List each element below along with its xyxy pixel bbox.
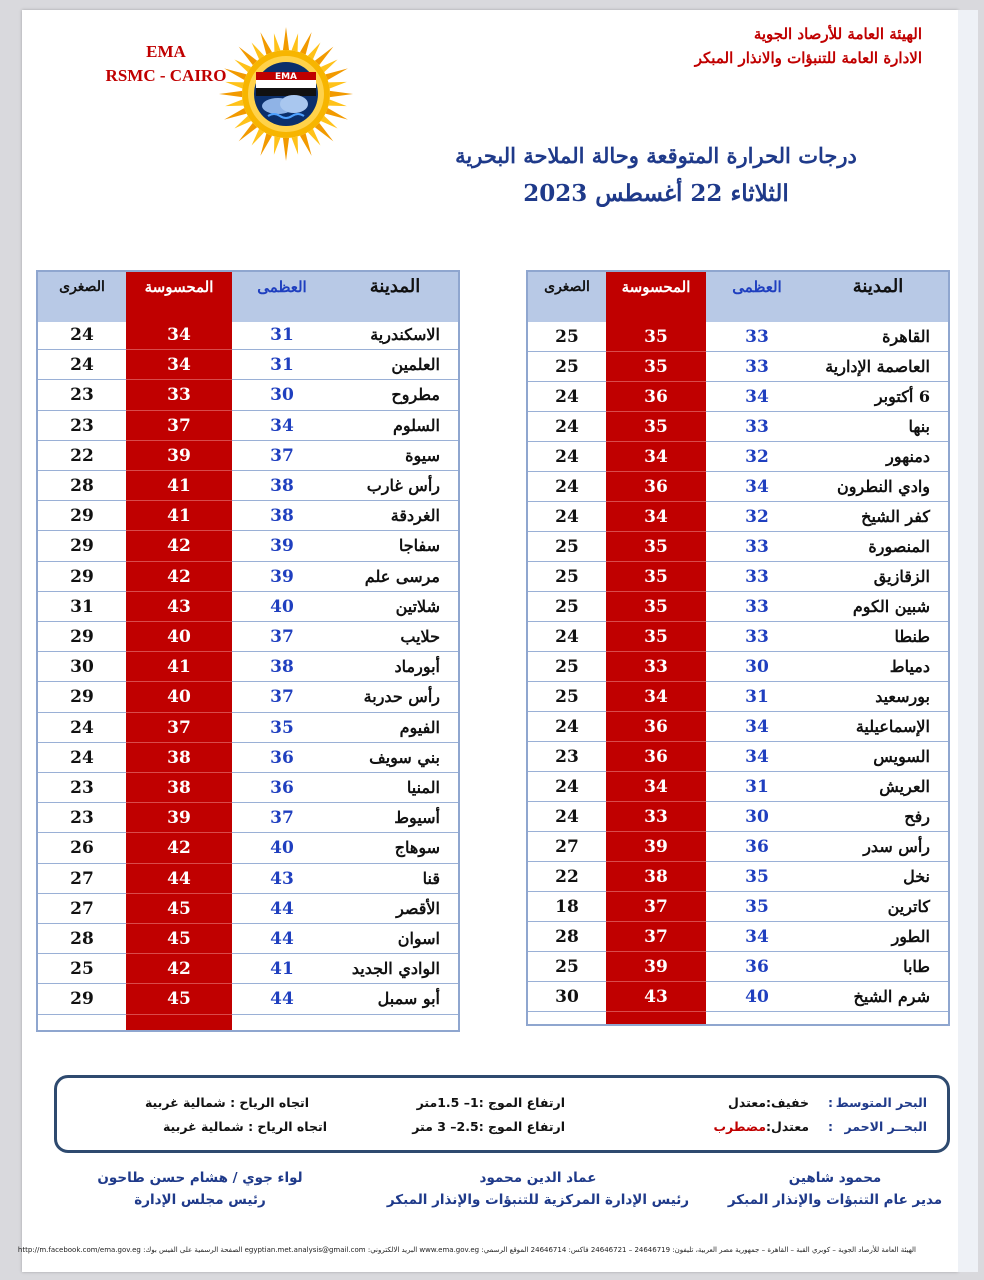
min-temp: 23 (38, 773, 126, 803)
city-name: السويس (808, 742, 948, 772)
city-name: الاسكندرية (332, 320, 458, 350)
max-temp: 32 (706, 502, 808, 532)
min-temp: 24 (38, 350, 126, 380)
city-name: الفيوم (332, 713, 458, 743)
red-sea-label: البحــر الاحمر (844, 1119, 927, 1134)
min-temp: 25 (528, 562, 606, 592)
feels-temp: 35 (606, 622, 706, 652)
right-temperature-table (526, 270, 950, 1026)
city-name: سيوة (332, 441, 458, 471)
header-feels: المحسوسة (144, 278, 214, 296)
side-strip (958, 10, 978, 1272)
max-temp: 43 (232, 864, 332, 894)
feels-temp: 38 (126, 743, 232, 773)
min-temp: 25 (528, 952, 606, 982)
min-temp: 25 (38, 954, 126, 984)
feels-temp: 39 (126, 441, 232, 471)
med-sea-state: خفيف:معتدل (728, 1095, 809, 1110)
feels-temp: 42 (126, 531, 232, 561)
max-temp: 34 (706, 712, 808, 742)
logo-text: EMA (274, 72, 298, 82)
max-temp: 33 (706, 592, 808, 622)
min-temp: 29 (38, 622, 126, 652)
signature-1 (720, 1167, 950, 1211)
signature-1-name: محمود شاهين (788, 1170, 882, 1186)
red-sea-wave: ارتفاع الموج :2.5– 3 متر (412, 1119, 565, 1134)
max-temp: 30 (232, 380, 332, 410)
min-temp: 29 (38, 531, 126, 561)
min-temp: 31 (38, 592, 126, 622)
feels-temp: 34 (606, 502, 706, 532)
max-temp: 34 (232, 411, 332, 441)
min-temp: 25 (528, 532, 606, 562)
min-temp: 25 (528, 682, 606, 712)
min-temp: 25 (528, 592, 606, 622)
feels-temp: 41 (126, 652, 232, 682)
city-name: العريش (808, 772, 948, 802)
city-name: الطور (808, 922, 948, 952)
header-max: العظمى (732, 278, 782, 296)
feels-temp: 43 (606, 982, 706, 1012)
org-line2: الادارة العامة للتنبؤات والانذار المبكر (694, 49, 922, 67)
min-temp: 25 (528, 652, 606, 682)
max-temp: 35 (706, 862, 808, 892)
header-city: المدينة (852, 276, 904, 297)
feels-temp: 40 (126, 622, 232, 652)
feels-temp: 38 (606, 862, 706, 892)
feels-temp: 33 (606, 802, 706, 832)
ema-logo-icon (218, 26, 354, 162)
city-name: حلايب (332, 622, 458, 652)
max-temp: 31 (706, 682, 808, 712)
city-name: الأقصر (332, 894, 458, 924)
signature-2 (368, 1167, 708, 1211)
min-temp: 22 (528, 862, 606, 892)
city-name: الغردقة (332, 501, 458, 531)
max-temp: 44 (232, 984, 332, 1014)
feels-temp: 33 (606, 652, 706, 682)
feels-temp: 37 (126, 411, 232, 441)
org-line1: الهيئة العامة للأرصاد الجوية (753, 25, 922, 43)
red-sea-sep: : (828, 1119, 833, 1134)
feels-temp: 36 (606, 472, 706, 502)
min-temp: 28 (528, 922, 606, 952)
min-temp: 24 (528, 502, 606, 532)
signature-2-role: رئيس الإدارة المركزية للتنبؤات والإنذار المبكر (386, 1192, 690, 1208)
city-name: طنطا (808, 622, 948, 652)
city-name: رأس غارب (332, 471, 458, 501)
med-sea-wave: ارتفاع الموج :1– 1.5متر (416, 1095, 565, 1110)
feels-temp: 35 (606, 322, 706, 352)
city-name: سفاجا (332, 531, 458, 561)
city-name: وادي النطرون (808, 472, 948, 502)
title-date: الثلاثاء 22 أغسطس 2023 (523, 180, 789, 207)
feels-temp: 35 (606, 562, 706, 592)
feels-temp: 45 (126, 894, 232, 924)
med-sea-wind: اتجاه الرياح : شمالية غربية (144, 1095, 309, 1110)
max-temp: 35 (706, 892, 808, 922)
min-temp: 24 (38, 743, 126, 773)
feels-temp: 40 (126, 682, 232, 712)
min-temp: 23 (38, 803, 126, 833)
city-name: شلاتين (332, 592, 458, 622)
min-temp: 29 (38, 984, 126, 1014)
city-name: المنيا (332, 773, 458, 803)
rsmc-label: RSMC - CAIRO (105, 66, 227, 85)
signature-3 (90, 1167, 310, 1211)
feels-temp: 39 (126, 803, 232, 833)
min-temp: 24 (528, 622, 606, 652)
min-temp: 29 (38, 682, 126, 712)
max-temp: 40 (232, 592, 332, 622)
max-temp: 37 (232, 682, 332, 712)
header-min: الصغرى (544, 279, 590, 295)
city-name: شبين الكوم (808, 592, 948, 622)
max-temp: 33 (706, 352, 808, 382)
min-temp: 25 (528, 322, 606, 352)
feels-temp: 35 (606, 592, 706, 622)
organization-heading (492, 22, 922, 70)
feels-temp: 41 (126, 501, 232, 531)
max-temp: 31 (232, 320, 332, 350)
bulletin-title (400, 138, 912, 214)
feels-temp: 38 (126, 773, 232, 803)
feels-temp: 42 (126, 954, 232, 984)
min-temp: 24 (528, 442, 606, 472)
feels-temp: 41 (126, 471, 232, 501)
max-temp: 40 (706, 982, 808, 1012)
min-temp: 24 (528, 802, 606, 832)
header-max: العظمى (257, 278, 307, 296)
max-temp: 38 (232, 501, 332, 531)
min-temp: 24 (38, 713, 126, 743)
feels-temp: 39 (606, 952, 706, 982)
city-name: الزقازيق (808, 562, 948, 592)
city-name: شرم الشيخ (808, 982, 948, 1012)
feels-temp: 36 (606, 742, 706, 772)
min-temp: 28 (38, 924, 126, 954)
feels-temp: 39 (606, 832, 706, 862)
feels-temp: 43 (126, 592, 232, 622)
min-temp: 30 (38, 652, 126, 682)
max-temp: 33 (706, 322, 808, 352)
min-temp: 24 (528, 712, 606, 742)
city-name: كاترين (808, 892, 948, 922)
ema-label: EMA (146, 42, 186, 61)
min-temp: 24 (528, 412, 606, 442)
feels-temp: 44 (126, 864, 232, 894)
header-min: الصغرى (59, 279, 105, 295)
max-temp: 39 (232, 562, 332, 592)
city-name: أبورماد (332, 652, 458, 682)
max-temp: 37 (232, 803, 332, 833)
max-temp: 41 (232, 954, 332, 984)
max-temp: 38 (232, 652, 332, 682)
min-temp: 22 (38, 441, 126, 471)
left-temperature-table (36, 270, 460, 1032)
min-temp: 24 (528, 382, 606, 412)
min-temp: 29 (38, 501, 126, 531)
min-temp: 27 (38, 894, 126, 924)
city-name: مرسى علم (332, 562, 458, 592)
city-name: نخل (808, 862, 948, 892)
max-temp: 44 (232, 894, 332, 924)
max-temp: 32 (706, 442, 808, 472)
min-temp: 30 (528, 982, 606, 1012)
max-temp: 30 (706, 802, 808, 832)
max-temp: 34 (706, 742, 808, 772)
max-temp: 33 (706, 622, 808, 652)
city-name: رأس حدربة (332, 682, 458, 712)
max-temp: 40 (232, 833, 332, 863)
min-temp: 25 (528, 352, 606, 382)
min-temp: 23 (38, 380, 126, 410)
feels-temp: 34 (606, 682, 706, 712)
feels-temp: 45 (126, 984, 232, 1014)
city-name: دمنهور (808, 442, 948, 472)
city-name: أبو سمبل (332, 984, 458, 1014)
feels-temp: 35 (606, 352, 706, 382)
city-name: أسيوط (332, 803, 458, 833)
feels-temp: 34 (606, 772, 706, 802)
max-temp: 34 (706, 382, 808, 412)
feels-temp: 37 (126, 713, 232, 743)
max-temp: 34 (706, 922, 808, 952)
max-temp: 30 (706, 652, 808, 682)
city-name: دمياط (808, 652, 948, 682)
red-sea-state-a: معتدل: (766, 1119, 809, 1134)
med-sea-sep: : (828, 1095, 833, 1110)
city-name: العلمين (332, 350, 458, 380)
feels-temp: 36 (606, 712, 706, 742)
max-temp: 36 (706, 952, 808, 982)
feels-temp: 33 (126, 380, 232, 410)
feels-temp: 36 (606, 382, 706, 412)
city-name: بنها (808, 412, 948, 442)
signature-2-name: عماد الدين محمود (479, 1170, 597, 1186)
max-temp: 31 (232, 350, 332, 380)
city-name: قنا (332, 864, 458, 894)
max-temp: 33 (706, 532, 808, 562)
min-temp: 23 (528, 742, 606, 772)
signature-1-role: مدير عام التنبؤات والإنذار المبكر (727, 1192, 943, 1208)
city-name: العاصمة الإدارية (808, 352, 948, 382)
header-city: المدينة (369, 276, 421, 297)
max-temp: 31 (706, 772, 808, 802)
city-name: الوادي الجديد (332, 954, 458, 984)
min-temp: 28 (38, 471, 126, 501)
city-name: المنصورة (808, 532, 948, 562)
max-temp: 37 (232, 622, 332, 652)
city-name: رفح (808, 802, 948, 832)
feels-temp: 45 (126, 924, 232, 954)
feels-temp: 37 (606, 922, 706, 952)
max-temp: 34 (706, 472, 808, 502)
feels-temp: 34 (606, 442, 706, 472)
feels-temp: 42 (126, 833, 232, 863)
max-temp: 35 (232, 713, 332, 743)
max-temp: 33 (706, 562, 808, 592)
max-temp: 36 (706, 832, 808, 862)
max-temp: 36 (232, 773, 332, 803)
footer-contact: الهيئة العامة للأرصاد الجوية – كوبري القبة – القاهرة – جمهورية مصر العربية، تليفون: 24646719 – 24646721 فاكس: 24646714 الموقع الرسمي: www.ema.gov.eg البريد الالكتروني: egyptian.met.analysis@gmail.com الصفحة الرسمية على الفيس بوك: http://m.facebook.com/ema.gov.eg (17, 1246, 916, 1254)
max-temp: 37 (232, 441, 332, 471)
city-name: طابا (808, 952, 948, 982)
med-sea-label: البحر المتوسط (835, 1095, 927, 1110)
min-temp: 23 (38, 411, 126, 441)
title-line1: درجات الحرارة المتوقعة وحالة الملاحة البحرية (455, 143, 857, 168)
feels-temp: 42 (126, 562, 232, 592)
red-sea-state (713, 1116, 809, 1138)
min-temp: 24 (38, 320, 126, 350)
feels-temp: 35 (606, 412, 706, 442)
min-temp: 24 (528, 472, 606, 502)
max-temp: 38 (232, 471, 332, 501)
feels-temp: 37 (606, 892, 706, 922)
city-name: رأس سدر (808, 832, 948, 862)
city-name: بني سويف (332, 743, 458, 773)
city-name: بورسعيد (808, 682, 948, 712)
red-sea-state-b: مضطرب (713, 1119, 767, 1134)
city-name: السلوم (332, 411, 458, 441)
city-name: سوهاج (332, 833, 458, 863)
min-temp: 27 (528, 832, 606, 862)
min-temp: 27 (38, 864, 126, 894)
signature-3-name: لواء جوي / هشام حسن طاحون (97, 1170, 303, 1186)
min-temp: 24 (528, 772, 606, 802)
city-name: الإسماعيلية (808, 712, 948, 742)
min-temp: 26 (38, 833, 126, 863)
max-temp: 36 (232, 743, 332, 773)
city-name: مطروح (332, 380, 458, 410)
red-sea-wind: اتجاه الرياح : شمالية غربية (162, 1119, 327, 1134)
feels-temp: 34 (126, 320, 232, 350)
feels-temp: 34 (126, 350, 232, 380)
city-name: كفر الشيخ (808, 502, 948, 532)
max-temp: 39 (232, 531, 332, 561)
min-temp: 29 (38, 562, 126, 592)
header-feels: المحسوسة (621, 278, 691, 296)
min-temp: 18 (528, 892, 606, 922)
city-name: 6 أكتوبر (808, 382, 948, 412)
max-temp: 44 (232, 924, 332, 954)
city-name: القاهرة (808, 322, 948, 352)
sea-state-box (54, 1075, 950, 1153)
feels-temp: 35 (606, 532, 706, 562)
city-name: اسوان (332, 924, 458, 954)
signature-3-role: رئيس مجلس الإدارة (134, 1192, 266, 1208)
max-temp: 33 (706, 412, 808, 442)
